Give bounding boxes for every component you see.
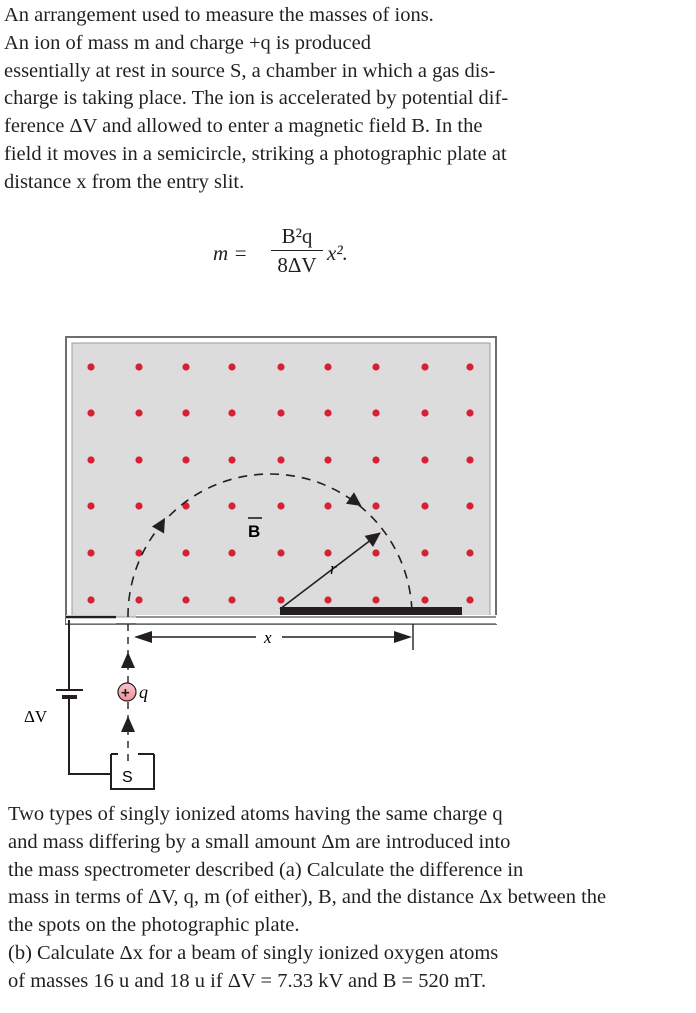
field-dot	[466, 456, 473, 463]
field-dot	[228, 502, 235, 509]
field-dot	[372, 456, 379, 463]
field-dot	[135, 409, 142, 416]
intro-line-2: An ion of mass m and charge +q is produced	[4, 31, 372, 54]
intro-line-7: distance x from the entry slit.	[4, 170, 245, 193]
path-arrow-lower	[121, 716, 135, 732]
field-dot	[324, 502, 331, 509]
field-dot	[466, 549, 473, 556]
field-dot	[277, 596, 284, 603]
field-dot	[324, 363, 331, 370]
field-dot	[372, 502, 379, 509]
problem-line-2: and mass differing by a small amount Δm are introduced into	[8, 830, 511, 853]
field-dot	[135, 502, 142, 509]
intro-line-3: essentially at rest in source S, a chamber in which a gas dis-	[4, 59, 496, 82]
field-dot	[182, 456, 189, 463]
field-dot	[228, 409, 235, 416]
radius-label: r	[330, 559, 337, 578]
field-dot	[277, 502, 284, 509]
field-dot	[135, 456, 142, 463]
field-dot	[277, 363, 284, 370]
field-dot	[87, 596, 94, 603]
distance-arrow-left	[134, 631, 152, 643]
problem-statement	[8, 801, 694, 996]
field-dot	[372, 409, 379, 416]
intro-line-5: ference ΔV and allowed to enter a magnetic field B. In the	[4, 115, 483, 138]
field-dot	[466, 502, 473, 509]
field-dot	[421, 502, 428, 509]
field-dot	[324, 596, 331, 603]
field-dot	[228, 596, 235, 603]
problem-line-5: the spots on the photographic plate.	[8, 914, 300, 937]
ion-charge-symbol: +	[121, 684, 130, 702]
problem-line-3: the mass spectrometer described (a) Calculate the difference in	[8, 858, 524, 881]
problem-line-7: of masses 16 u and 18 u if ΔV = 7.33 kV and B = 520 mT.	[8, 969, 487, 992]
field-dot	[324, 549, 331, 556]
source-label: S	[122, 769, 133, 786]
problem-line-4: mass in terms of ΔV, q, m (of either), B, and the distance Δx between the	[8, 886, 607, 909]
field-dot	[87, 549, 94, 556]
field-dot	[182, 409, 189, 416]
field-dot	[421, 409, 428, 416]
field-dot	[372, 596, 379, 603]
magnetic-field-region	[72, 343, 490, 617]
field-dot	[421, 363, 428, 370]
formula-lhs: m =	[213, 241, 248, 265]
field-dot	[135, 549, 142, 556]
field-dot	[277, 456, 284, 463]
field-dot	[182, 363, 189, 370]
field-dot	[421, 549, 428, 556]
field-dot	[372, 363, 379, 370]
ion-charge-label: q	[139, 682, 148, 702]
field-dot	[228, 549, 235, 556]
formula-denominator: 8ΔV	[277, 253, 317, 277]
formula-tail: x².	[327, 241, 348, 265]
field-dot	[182, 596, 189, 603]
distance-label: x	[264, 628, 272, 647]
problem-line-6: (b) Calculate Δx for a beam of singly ionized oxygen atoms	[8, 941, 499, 964]
field-label: B	[248, 522, 261, 541]
field-dot	[87, 502, 94, 509]
field-dot	[87, 409, 94, 416]
field-dot	[324, 456, 331, 463]
field-dot	[135, 596, 142, 603]
photographic-plate	[280, 607, 462, 615]
field-dot	[324, 409, 331, 416]
field-dot	[421, 596, 428, 603]
field-dot	[228, 456, 235, 463]
field-dot	[277, 549, 284, 556]
intro-line-6: field it moves in a semicircle, striking a photographic plate at	[4, 142, 507, 165]
field-dot	[228, 363, 235, 370]
intro-line-4: charge is taking place. The ion is accelerated by potential dif-	[4, 87, 509, 110]
field-dot	[87, 363, 94, 370]
field-dot	[466, 363, 473, 370]
problem-line-1: Two types of singly ionized atoms having the same charge q	[8, 803, 503, 825]
distance-arrow-right	[394, 631, 412, 643]
field-dot	[87, 456, 94, 463]
intro-line-1: An arrangement used to measure the masses of ions.	[4, 4, 434, 26]
field-dot	[135, 363, 142, 370]
field-dot	[466, 409, 473, 416]
path-arrow-upper	[121, 652, 135, 668]
formula-numerator: B²q	[281, 224, 313, 248]
field-dot	[182, 549, 189, 556]
field-dot	[372, 549, 379, 556]
field-dot	[421, 456, 428, 463]
field-dot	[277, 409, 284, 416]
voltage-label: ΔV	[24, 707, 48, 726]
wire-lower	[69, 697, 112, 774]
field-dot	[466, 596, 473, 603]
